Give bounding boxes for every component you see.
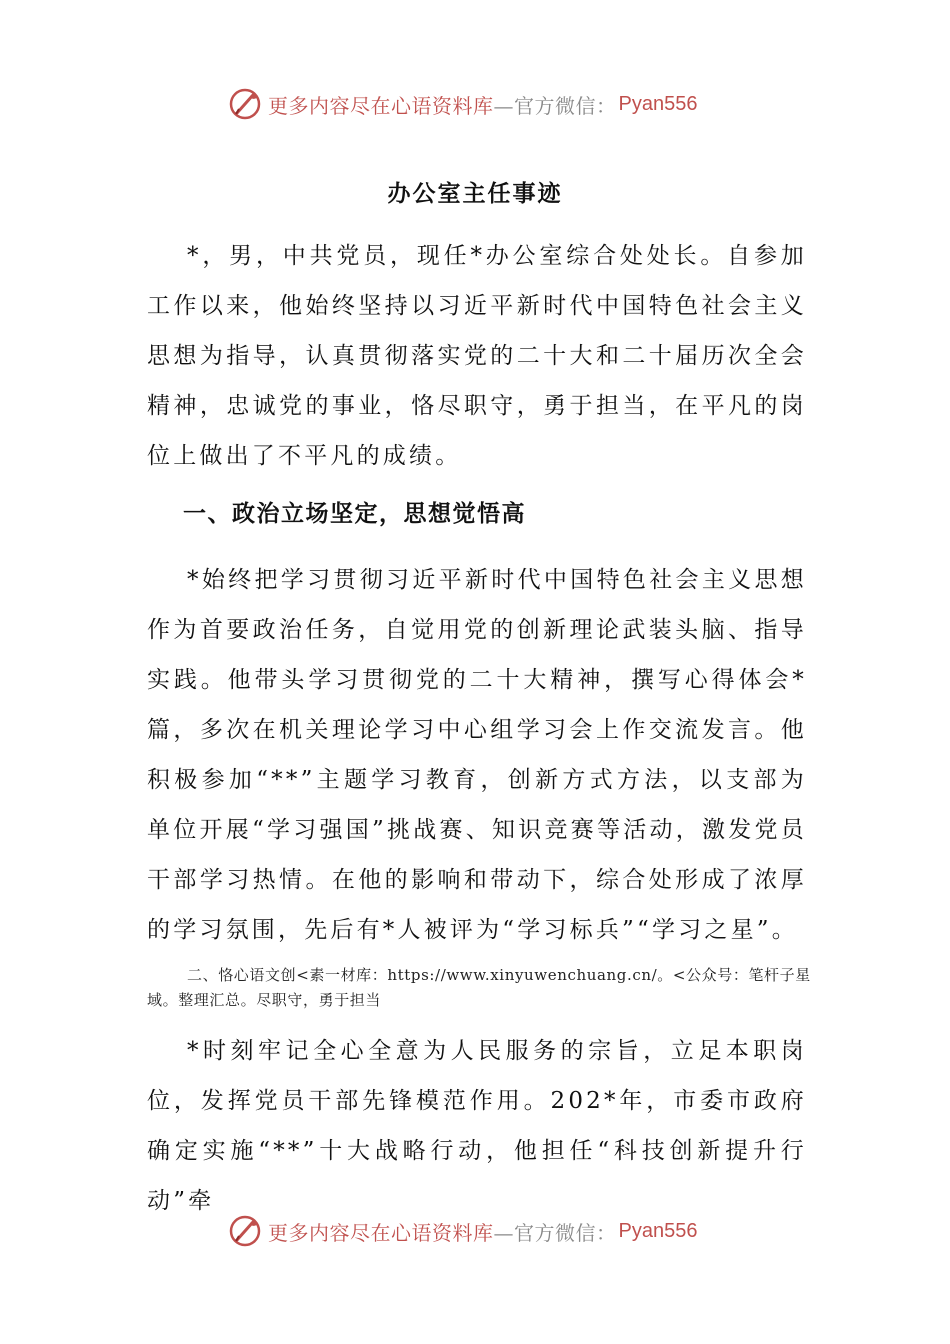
intro-paragraph: *，男，中共党员，现任*办公室综合处处长。自参加工作以来，他始终坚持以习近平新时代中国特色社会主义思想为指导，认真贯彻落实党的二十大和二十届历次全会精神，忠诚党的事业，恪尽职守，勇于担当，在平凡的岗位上做出了不平凡的成绩。 (147, 243, 807, 469)
header-watermark-banner (228, 84, 697, 124)
section-2-paragraph: *时刻牢记全心全意为人民服务的宗旨，立足本职岗位，发挥党员干部先锋模范作用。202*年，市委市政府确定实施“**”十大战略行动，他担任“科技创新提升行动”牵 (147, 1038, 807, 1214)
banner-wechat-label: —官方微信： (493, 1220, 617, 1245)
banner-brand-text: 更多内容尽在心语资料库 (268, 1220, 494, 1245)
banner-brand-text: 更多内容尽在心语资料库 (268, 93, 494, 118)
section-1-paragraph: *始终把学习贯彻习近平新时代中国特色社会主义思想作为首要政治任务，自觉用党的创新理论武装头脑、指导实践。他带头学习贯彻党的二十大精神，撰写心得体会*篇，多次在机关理论学习中心组学习会上作交流发言。他积极参加“**”主题学习教育，创新方式方法，以支部为单位开展“学习强国”挑战赛、知识竞赛等活动，激发党员干部学习热情。在他的影响和带动下，综合处形成了浓厚的学习氛围，先后有*人被评为“学习标兵”“学习之星”。 (147, 567, 807, 943)
section-1-heading: 一、政治立场坚定，思想觉悟高 (183, 500, 526, 527)
banner-wechat-label: —官方微信： (493, 93, 617, 118)
banner-wechat-id: Pyan556 (618, 92, 698, 115)
footer-watermark-banner (228, 1211, 697, 1251)
section-2-heading-note: 二、恪心语文创<素一材库：https://www.xinyuwenchuang.cn/。<公众号：笔杆子星域。整理汇总。尽职守，勇于担当 (147, 966, 811, 1009)
quill-seal-logo-icon (228, 87, 262, 121)
document-title: 办公室主任事迹 (387, 180, 563, 207)
banner-wechat-id: Pyan556 (618, 1219, 698, 1242)
quill-seal-logo-icon (228, 1214, 262, 1248)
